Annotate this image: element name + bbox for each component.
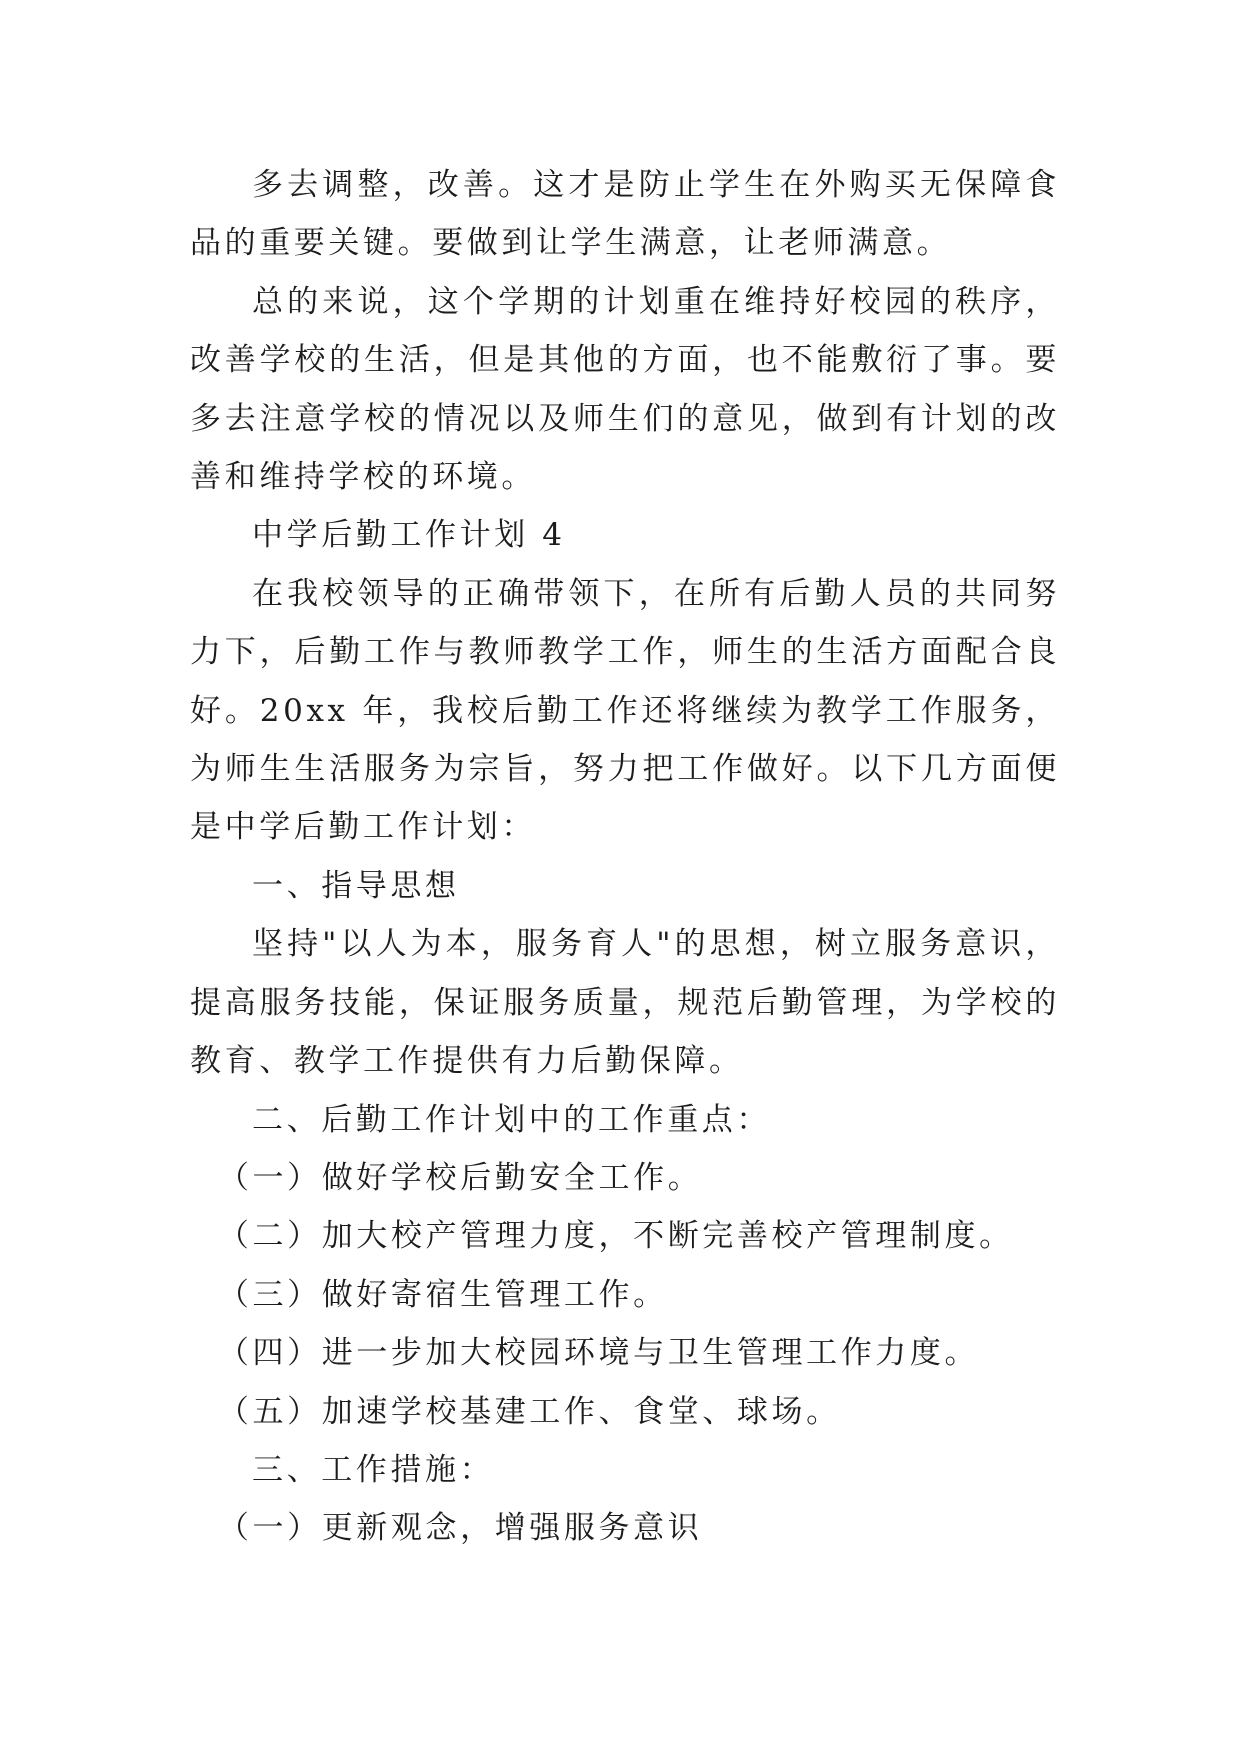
key-point-item: （三）做好寄宿生管理工作。 [217, 1276, 668, 1313]
key-point-item: （五）加速学校基建工作、食堂、球场。 [217, 1393, 841, 1430]
heading-key-points: 二、后勤工作计划中的工作重点： [252, 1101, 771, 1138]
heading-guiding-ideology: 一、指导思想 [252, 867, 460, 904]
heading-measures: 三、工作措施： [252, 1451, 495, 1488]
key-point-item: （一）做好学校后勤安全工作。 [217, 1159, 703, 1196]
section-title-plan-4: 中学后勤工作计划 4 [252, 517, 566, 554]
measure-item: （一）更新观念，增强服务意识 [217, 1510, 703, 1547]
paragraph-summary: 总的来说，这个学期的计划重在维持好校园的秩序，改善学校的生活，但是其他的方面，也不能敷衍了事。要多去注意学校的情况以及师生们的意见，做到有计划的改善和维持学校的环境。 [190, 283, 1060, 496]
document-body [190, 156, 1060, 1558]
paragraph-intro: 在我校领导的正确带领下，在所有后勤人员的共同努力下，后勤工作与教师教学工作，师生的生活方面配合良好。20xx 年，我校后勤工作还将继续为教学工作服务，为师生生活服务为宗旨，努力把工作做好。以下几方面便是中学后勤工作计划： [190, 575, 1060, 846]
paragraph-ideology: 坚持"以人为本，服务育人"的思想，树立服务意识，提高服务技能，保证服务质量，规范后勤管理，为学校的教育、教学工作提供有力后勤保障。 [190, 926, 1060, 1080]
paragraph-food-safety: 多去调整，改善。这才是防止学生在外购买无保障食品的重要关键。要做到让学生满意，让老师满意。 [190, 167, 1060, 262]
key-point-item: （二）加大校产管理力度，不断完善校产管理制度。 [217, 1218, 1014, 1255]
key-point-item: （四）进一步加大校园环境与卫生管理工作力度。 [217, 1335, 980, 1372]
